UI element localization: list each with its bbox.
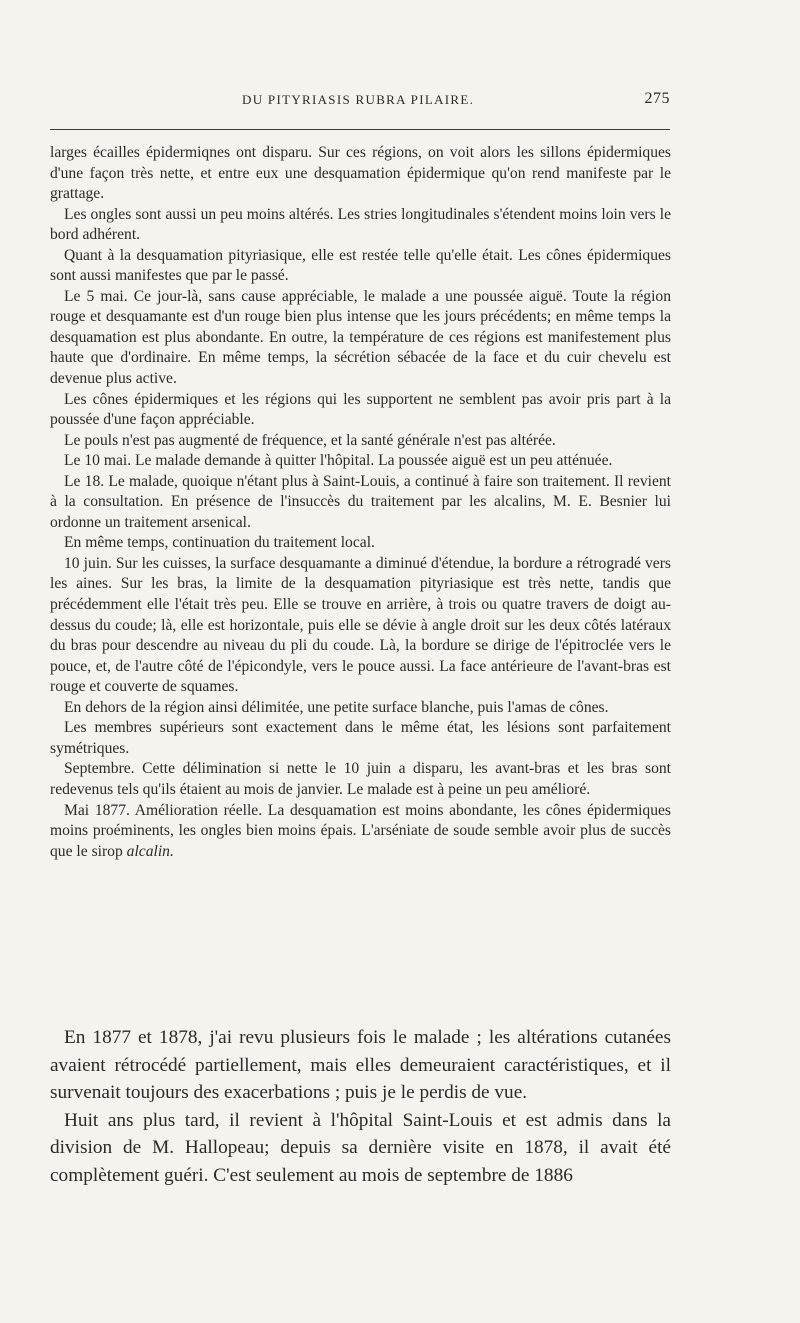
running-header bbox=[50, 92, 670, 114]
paragraph: Septembre. Cette délimination si nette le 10 juin a disparu, les avant-bras et les bras sont redevenus tels qu'ils étaient au mois de janvier. Le malade est à peine un peu amélioré. bbox=[50, 760, 671, 798]
header-rule bbox=[50, 129, 670, 130]
page-number: 275 bbox=[644, 90, 670, 107]
paragraph: En même temps, continuation du traitement local. bbox=[64, 534, 375, 552]
paragraph: Les cônes épidermiques et les régions qui les supportent ne semblent pas avoir pris part à la poussée d'une façon appréciable. bbox=[50, 390, 671, 429]
paragraph: larges écailles épidermiqnes ont disparu. Sur ces régions, on voit alors les sillons épidermiques d'une façon très nette, et entre eux une desquamation épidermique qu'on rend manifeste par le grattage. bbox=[50, 144, 671, 203]
case-notes-block bbox=[50, 143, 671, 862]
paragraph-text: Mai 1877. Amélioration réelle. La desquamation est moins abondante, les cônes épidermiques moins proéminents, les ongles bien moins épais. L'arséniate de soude semble avoir plus de succès que le sirop bbox=[50, 801, 671, 860]
paragraph: Le 5 mai. Ce jour-là, sans cause appréciable, le malade a une poussée aiguë. Toute la région rouge et desquamante est d'un rouge bien plus intense que les jours précédents; en même temps la desquamation est plus abondante. En outre, la température de ces régions est manifestement plus haute que d'ordinaire. En même temps, la sécrétion sébacée de la face et du cuir chevelu est devenue plus active. bbox=[50, 287, 671, 388]
paragraph: Huit ans plus tard, il revient à l'hôpital Saint-Louis et est admis dans la division de M. Hallopeau; depuis sa dernière visite en 1878, il avait été complètement guéri. C'est seulement au mois de septembre de 1886 bbox=[50, 1109, 671, 1186]
paragraph: Les ongles sont aussi un peu moins altérés. Les stries longitudinales s'étendent moins loin vers le bord adhérent. bbox=[50, 205, 671, 244]
paragraph: Le pouls n'est pas augmenté de fréquence, et la santé générale n'est pas altérée. bbox=[64, 431, 556, 449]
paragraph: En dehors de la région ainsi délimitée, une petite surface blanche, puis l'amas de cônes. bbox=[64, 698, 609, 716]
narrative-block bbox=[50, 1024, 671, 1190]
paragraph: Quant à la desquamation pityriasique, elle est restée telle qu'elle était. Les cônes épidermiques sont aussi manifestes que par le passé. bbox=[50, 246, 671, 285]
paragraph: Le 10 mai. Le malade demande à quitter l'hôpital. La poussée aiguë est un peu atténuée. bbox=[64, 452, 613, 470]
paragraph: Le 18. Le malade, quoique n'étant plus à Saint-Louis, a continué à faire son traitement. Il revient à la consultation. En présence de l'insuccès du traitement par les alcalins, M. E. Besnier lui ordonne un traitement arsenical. bbox=[50, 472, 671, 531]
paragraph: 10 juin. Sur les cuisses, la surface desquamante a diminué d'étendue, la bordure a rétrogradé vers les aines. Sur les bras, la limite de la desquamation pityriasique est très nette, tandis que précédemment elle l'était très peu. Elle se trouve en arrière, à trois ou quatre travers de doigt au-dessus du coude; là, elle est horizontale, puis elle se dévie à angle droit sur les deux côtés latéraux du bras pour descendre au niveau du pli du coude. Là, la bordure se dirige de l'épitroclée vers le pouce, et, de l'autre côté de l'épicondyle, vers le pouce aussi. La face antérieure de l'avant-bras est rouge et couverte de squames. bbox=[50, 554, 671, 696]
running-title: DU PITYRIASIS RUBRA PILAIRE. bbox=[242, 92, 475, 107]
paragraph: Les membres supérieurs sont exactement dans le même état, les lésions sont parfaitement symétriques. bbox=[50, 719, 671, 757]
paragraph: En 1877 et 1878, j'ai revu plusieurs fois le malade ; les altérations cutanées avaient rétrocédé partiellement, mais elles demeuraient caractéristiques, et il survenait toujours des exacerbations ; puis je le perdis de vue. bbox=[50, 1027, 671, 1104]
italic-word: alcalin. bbox=[126, 842, 174, 860]
paragraph-last bbox=[50, 801, 671, 863]
